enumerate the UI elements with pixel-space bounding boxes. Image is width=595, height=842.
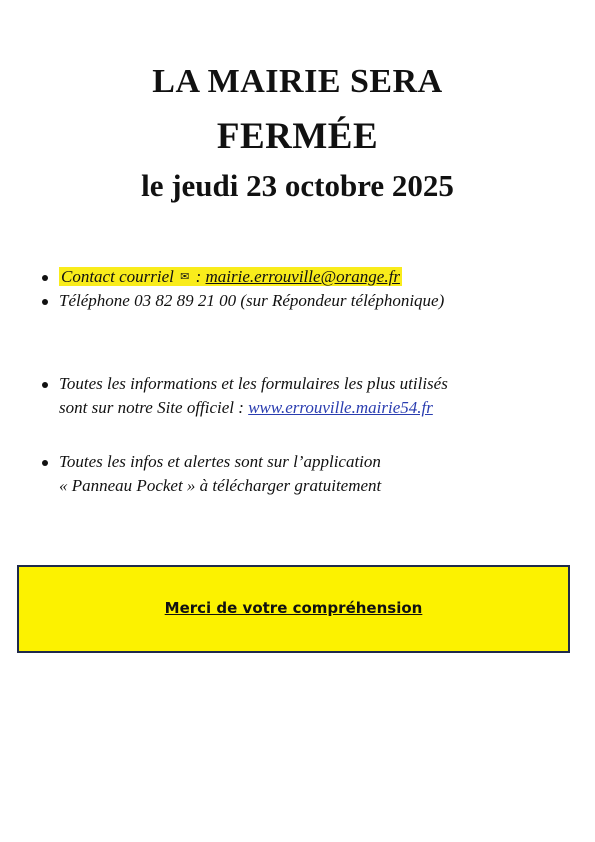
thanks-box bbox=[17, 565, 570, 653]
contact-section bbox=[40, 265, 580, 313]
bullet-icon bbox=[42, 460, 48, 466]
app-text-line-2: « Panneau Pocket » à télécharger gratuitement bbox=[59, 476, 382, 495]
list-item-app bbox=[40, 450, 580, 474]
app-section bbox=[40, 450, 580, 498]
bullet-icon bbox=[42, 382, 48, 388]
site-text-prefix: sont sur notre Site officiel : bbox=[59, 398, 249, 417]
bullet-icon bbox=[42, 299, 48, 305]
thanks-message: Merci de votre compréhension bbox=[164, 599, 423, 617]
email-label: Contact courriel bbox=[61, 267, 174, 286]
email-highlight bbox=[59, 267, 402, 286]
list-item-site-cont bbox=[40, 396, 580, 420]
bullet-icon bbox=[42, 275, 48, 281]
email-link[interactable]: mairie.errouville@orange.fr bbox=[205, 267, 400, 286]
list-item-app-cont bbox=[40, 474, 580, 498]
closing-date: le jeudi 23 octobre 2025 bbox=[141, 168, 454, 203]
heading-line-2: FERMÉE bbox=[216, 116, 379, 157]
site-link[interactable]: www.errouville.mairie54.fr bbox=[248, 398, 433, 417]
phone-text: Téléphone 03 82 89 21 00 (sur Répondeur téléphonique) bbox=[59, 291, 445, 310]
site-section bbox=[40, 372, 580, 420]
heading-line-1: LA MAIRIE SERA bbox=[152, 63, 443, 100]
site-text-line-1: Toutes les informations et les formulaires les plus utilisés bbox=[59, 374, 448, 393]
envelope-icon: ✉ bbox=[180, 271, 190, 283]
list-item-phone bbox=[40, 289, 580, 313]
list-item-email bbox=[40, 265, 580, 289]
app-text-line-1: Toutes les infos et alertes sont sur l’application bbox=[59, 452, 381, 471]
email-separator: : bbox=[191, 267, 206, 286]
list-item-site bbox=[40, 372, 580, 396]
